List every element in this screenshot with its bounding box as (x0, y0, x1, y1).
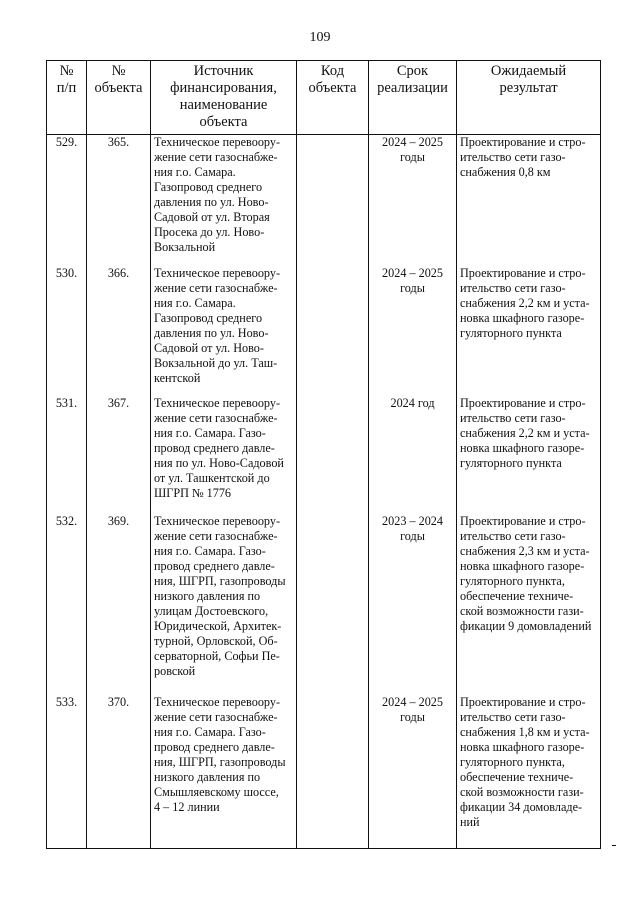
object-number: 365. (87, 135, 151, 267)
object-number: 370. (87, 695, 151, 849)
scan-mark (612, 845, 616, 846)
header-term: Срок реализации (369, 61, 457, 135)
row-number: 532. (47, 514, 87, 695)
financing-source: Техническое перевоору- жение сети газоснабже- ния г.о. Самара. Газо- провод среднего давле- ния, ШГРП, газопроводы низкого давления по Смышляевскому шоссе, 4 – 12 линии (151, 695, 297, 849)
object-code (297, 514, 369, 695)
header-source: Источник финансирования, наименование объекта (151, 61, 297, 135)
object-number: 366. (87, 266, 151, 396)
header-object-number: № объекта (87, 61, 151, 135)
object-number: 369. (87, 514, 151, 695)
table-row (47, 135, 601, 267)
implementation-term: 2024 год (369, 396, 457, 514)
table-row (47, 266, 601, 396)
financing-source: Техническое перевоору- жение сети газоснабже- ния г.о. Самара. Газопровод среднего давления по ул. Ново- Садовой от ул. Вторая Просека до ул. Ново- Вокзальной (151, 135, 297, 267)
financing-table (46, 60, 601, 849)
object-code (297, 266, 369, 396)
row-number: 533. (47, 695, 87, 849)
header-object-code: Код объекта (297, 61, 369, 135)
page-number: 109 (309, 30, 331, 45)
financing-source: Техническое перевоору- жение сети газоснабже- ния г.о. Самара. Газо- провод среднего давле- ния, ШГРП, газопроводы низкого давления по улицам Достоевского, Юридической, Архитек- турной, Орловской, Об- серваторной, Софьи Пе- ровской (151, 514, 297, 695)
row-number: 529. (47, 135, 87, 267)
table-row (47, 396, 601, 514)
implementation-term: 2024 – 2025 годы (369, 695, 457, 849)
row-number: 531. (47, 396, 87, 514)
object-code (297, 695, 369, 849)
header-result: Ожидаемый результат (457, 61, 601, 135)
object-code (297, 135, 369, 267)
expected-result: Проектирование и стро- ительство сети газо- снабжения 2,2 км и уста- новка шкафного газоре- гуляторного пункта (457, 266, 601, 396)
table-row (47, 514, 601, 695)
implementation-term: 2024 – 2025 годы (369, 266, 457, 396)
table-row (47, 695, 601, 849)
object-number: 367. (87, 396, 151, 514)
expected-result: Проектирование и стро- ительство сети газо- снабжения 2,3 км и уста- новка шкафного газоре- гуляторного пункта, обеспечение техниче- ской возможности гази- фикации 9 домовладений (457, 514, 601, 695)
row-number: 530. (47, 266, 87, 396)
expected-result: Проектирование и стро- ительство сети газо- снабжения 1,8 км и уста- новка шкафного газоре- гуляторного пункта, обеспечение техниче- ской возможности гази- фикации 34 домовладе- ний (457, 695, 601, 849)
financing-source: Техническое перевоору- жение сети газоснабже- ния г.о. Самара. Газопровод среднего давления по ул. Ново- Садовой от ул. Ново- Вокзальной до ул. Таш- кентской (151, 266, 297, 396)
header-row-number: № п/п (47, 61, 87, 135)
expected-result: Проектирование и стро- ительство сети газо- снабжения 2,2 км и уста- новка шкафного газоре- гуляторного пункта (457, 396, 601, 514)
implementation-term: 2024 – 2025 годы (369, 135, 457, 267)
implementation-term: 2023 – 2024 годы (369, 514, 457, 695)
table-header (47, 61, 601, 135)
object-code (297, 396, 369, 514)
financing-source: Техническое перевоору- жение сети газоснабже- ния г.о. Самара. Газо- провод среднего давле- ния по ул. Ново-Садовой от ул. Ташкентской до ШГРП № 1776 (151, 396, 297, 514)
expected-result: Проектирование и стро- ительство сети газо- снабжения 0,8 км (457, 135, 601, 267)
